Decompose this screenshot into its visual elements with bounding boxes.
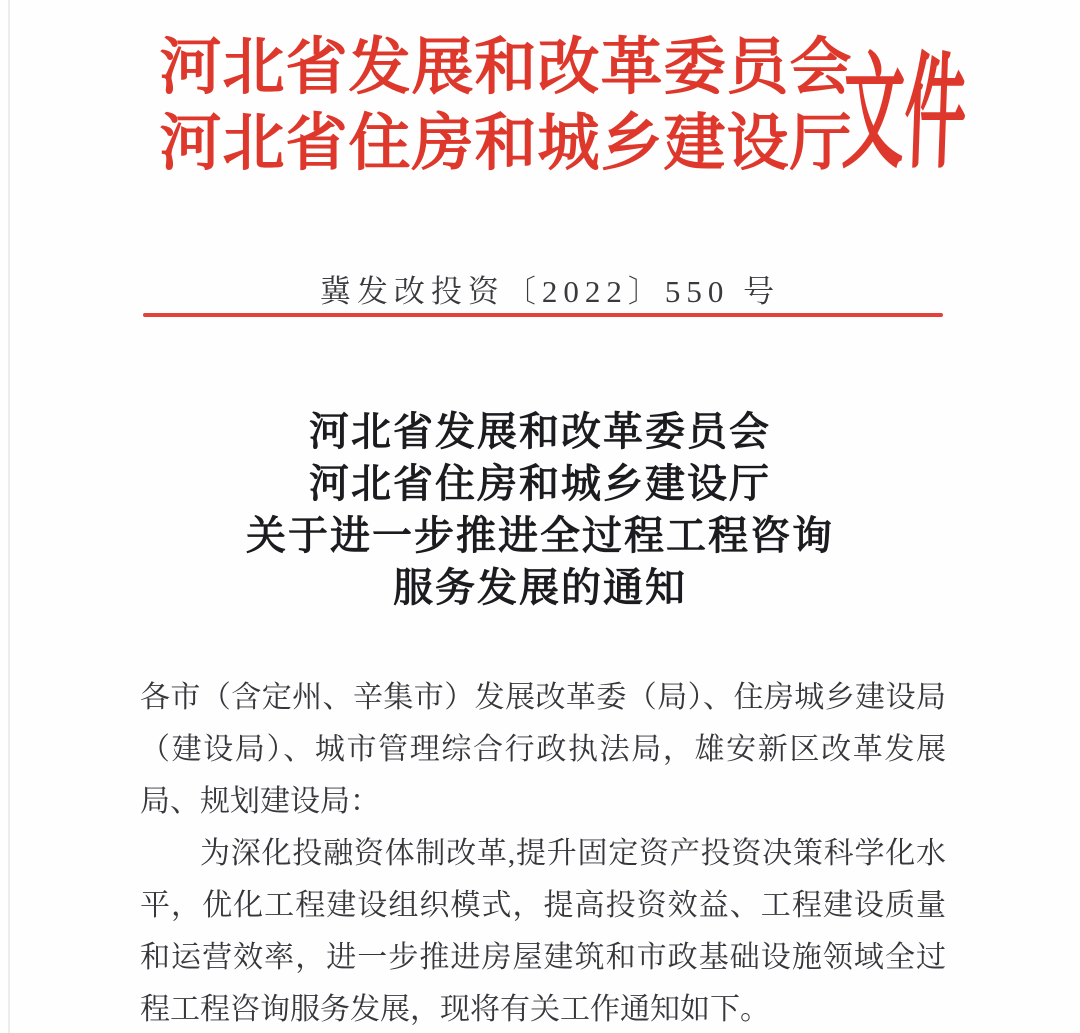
- red-separator-line: [143, 313, 943, 317]
- agency-name-line1: 河北省发展和改革委员会: [159, 34, 853, 102]
- title-line-3: 关于进一步推进全过程工程咨询: [246, 513, 834, 558]
- document-title: [10, 406, 1070, 614]
- document-number: 冀发改投资〔2022〕550 号: [319, 274, 781, 309]
- opening-paragraph: 为深化投融资体制改革,提升固定资产投资决策科学化水平，优化工程建设组织模式，提高投资效益、工程建设质量和运营效率，进一步推进房屋建筑和市政基础设施领域全过程工程咨询服务发展，现将有关工作通知如下。: [140, 837, 946, 1026]
- addressee-paragraph: 各市（含定州、辛集市）发展改革委（局）、住房城乡建设局（建设局）、城市管理综合行政执法局，雄安新区改革发展局、规划建设局：: [140, 681, 946, 818]
- agency-name-line2: 河北省住房和城乡建设厅: [159, 110, 853, 178]
- title-line-2: 河北省住房和城乡建设厅: [309, 461, 771, 506]
- document-body: [140, 672, 946, 1033]
- document-mark-wenjian: 文件: [840, 45, 969, 185]
- title-line-4: 服务发展的通知: [393, 565, 687, 610]
- title-line-1: 河北省发展和改革委员会: [309, 409, 771, 454]
